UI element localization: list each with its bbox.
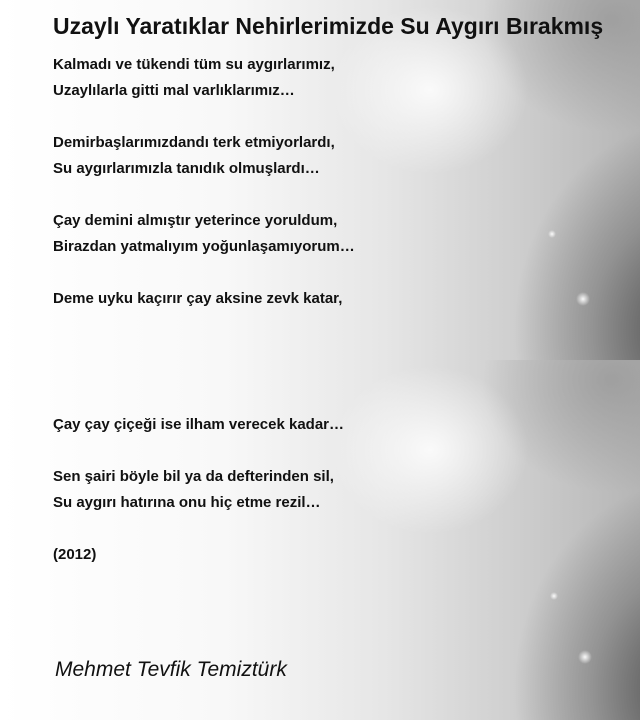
poem-line: (2012) [53, 546, 97, 563]
poem-line: Kalmadı ve tükendi tüm su aygırlarımız, [53, 56, 335, 73]
stanza-6 [53, 464, 334, 516]
stanza-3 [53, 208, 355, 260]
poem-line: Deme uyku kaçırır çay aksine zevk katar, [53, 290, 343, 307]
light-sparkle [548, 230, 556, 238]
stanza-4 [53, 286, 342, 312]
light-sparkle [578, 650, 592, 664]
poem-author: Mehmet Tevfik Temiztürk [55, 658, 287, 681]
poem-line: Demirbaşlarımızdandı terk etmiyorlardı, [53, 134, 335, 151]
poem-line: Birazdan yatmalıyım yoğunlaşamıyorum… [53, 238, 355, 255]
stanza-1 [53, 52, 335, 104]
stanza-5 [53, 412, 344, 438]
poem-year [53, 542, 96, 568]
poem-title: Uzaylı Yaratıklar Nehirlerimizde Su Aygırı Bırakmış [53, 13, 604, 39]
poem-line: Çay demini almıştır yeterince yoruldum, [53, 212, 338, 229]
poem-panel-bottom [0, 360, 640, 720]
poem-line: Su aygırlarımızla tanıdık olmuşlardı… [53, 160, 320, 177]
light-sparkle [550, 592, 558, 600]
poem-line: Çay çay çiçeği ise ilham verecek kadar… [53, 416, 345, 433]
poem-line: Sen şairi böyle bil ya da defterinden sil, [53, 468, 334, 485]
stanza-2 [53, 130, 335, 182]
poem-line: Uzaylılarla gitti mal varlıklarımız… [53, 82, 295, 99]
light-sparkle [576, 292, 590, 306]
poem-line: Su aygırı hatırına onu hiç etme rezil… [53, 494, 321, 511]
